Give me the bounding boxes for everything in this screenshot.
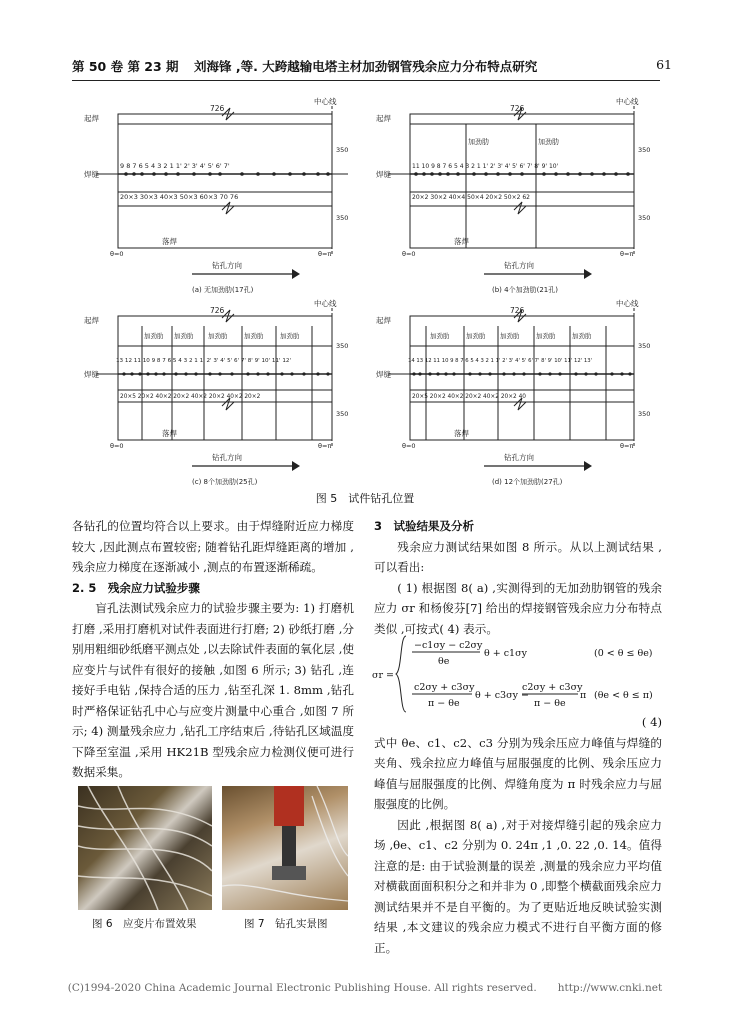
drilling-diagram-a bbox=[82, 96, 364, 296]
svg-text:加劲肋: 加劲肋 bbox=[500, 332, 520, 340]
running-header bbox=[72, 57, 672, 77]
right-column-top bbox=[374, 516, 662, 639]
drill-direction-label: 钻孔方向 bbox=[212, 261, 242, 270]
svg-text:加劲肋: 加劲肋 bbox=[572, 332, 592, 340]
figure7-caption: 图 7 钻孔实景图 bbox=[244, 918, 328, 930]
drilling-diagram-c bbox=[82, 298, 364, 488]
figure5-panel-b bbox=[374, 96, 666, 296]
paragraph: 残余应力测试结果如图 8 所示。从以上测试结果 ,可以看出: bbox=[374, 539, 662, 574]
svg-text:加劲肋: 加劲肋 bbox=[208, 332, 228, 340]
left-column bbox=[72, 516, 354, 783]
paragraph: ( 1) 根据图 8( a) ,实测得到的无加劲肋钢管的残余应力 σr 和杨俊芬[7] 给出的焊接钢管残余应力分布特点类似 ,可按式( 4) 表示。 bbox=[374, 580, 662, 636]
svg-text:θ=π: θ=π bbox=[620, 442, 634, 450]
svg-text:θ + c3σy −: θ + c3σy − bbox=[475, 690, 529, 701]
svg-text:θ=0: θ=0 bbox=[402, 250, 416, 258]
svg-text:π: π bbox=[580, 690, 587, 701]
bottom-dimensions: 20×3 30×3 40×3 50×3 60×3 70 76 bbox=[120, 193, 239, 201]
svg-text:加劲肋: 加劲肋 bbox=[536, 332, 556, 340]
svg-text:起焊: 起焊 bbox=[84, 316, 99, 325]
svg-text:钻孔方向: 钻孔方向 bbox=[212, 453, 242, 462]
svg-text:θ=0: θ=0 bbox=[402, 442, 416, 450]
svg-text:20×5 20×2 40×2 20×2 40×2: 20×5 20×2 40×2 20×2 40×2 20×2 40 bbox=[412, 394, 526, 400]
svg-text:起焊: 起焊 bbox=[376, 316, 391, 325]
side-bottom-dimension: 350 bbox=[336, 214, 349, 222]
drilling-diagram-b bbox=[374, 96, 666, 296]
svg-text:落焊: 落焊 bbox=[454, 237, 469, 246]
bottom-dimensions: 20×2 30×2 40×4 50×4 20×2 50×2 62 bbox=[412, 194, 530, 201]
rib-label: 加劲肋 bbox=[468, 138, 489, 146]
seam-label: 焊缝 bbox=[84, 170, 99, 179]
svg-text:中心线: 中心线 bbox=[616, 97, 639, 106]
svg-text:加劲肋: 加劲肋 bbox=[280, 332, 300, 340]
figure5-panel-c bbox=[82, 298, 364, 488]
page-number: 61 bbox=[656, 57, 672, 72]
paragraph: 盲孔法测试残余应力的试验步骤主要为: 1) 打磨机打磨 ,采用打磨机对试件表面进行打磨; 2) 砂纸打磨 ,分别用粗细砂纸磨平测点处 ,以去除试件表面的氧化层 ,使应变片与试件有很好的接触 ,如图 6 所示; 3) 钻孔 ,连接好手电钻 ,保持合适的压力 ,钻至孔深 1. 8mm ,钻孔时严格保证钻孔中心与应变片测量中心重合 ,如图 7 所示; 4) 测量残余应力 ,钻孔工序结束后 ,待钻孔区域温度下降至室温 ,采用 HK21B 型残余应力检测仪便可进行数据采集。 bbox=[72, 601, 354, 779]
svg-text:−c1σy − c2σy: −c1σy − c2σy bbox=[414, 640, 483, 651]
top-dimension: 726 bbox=[210, 104, 225, 113]
equation-brace bbox=[372, 632, 662, 716]
figure5-panel-a bbox=[82, 96, 364, 296]
theta-left: θ=0 bbox=[110, 250, 124, 258]
equation-number: ( 4) bbox=[641, 715, 662, 729]
right-column-bottom bbox=[374, 712, 662, 958]
svg-text:c2σy + c3σy: c2σy + c3σy bbox=[522, 682, 583, 693]
svg-text:π − θe: π − θe bbox=[534, 698, 566, 709]
svg-text:加劲肋: 加劲肋 bbox=[466, 332, 486, 340]
figure5-panel-d bbox=[374, 298, 666, 488]
svg-text:焊缝: 焊缝 bbox=[376, 170, 391, 179]
svg-text:(θe < θ ≤ π): (θe < θ ≤ π) bbox=[594, 690, 653, 701]
svg-text:钻孔方向: 钻孔方向 bbox=[504, 261, 534, 270]
svg-text:加劲肋: 加劲肋 bbox=[244, 332, 264, 340]
svg-text:焊缝: 焊缝 bbox=[84, 370, 99, 379]
svg-text:θ + c1σy: θ + c1σy bbox=[484, 648, 527, 659]
svg-text:中心线: 中心线 bbox=[314, 299, 337, 308]
hole-numbers: 11 10 9 8 7 6 5 4 3 2 1 1' 2' 3' 4' 5' 6' 7' 8' 9' 10' bbox=[412, 163, 559, 170]
svg-text:350: 350 bbox=[336, 342, 349, 350]
article-running-title: 刘海锋 ,等. 大跨越输电塔主材加劲钢管残余应力分布特点研究 bbox=[194, 59, 538, 74]
svg-text:θ=0: θ=0 bbox=[110, 442, 124, 450]
end-weld-label: 落焊 bbox=[162, 237, 177, 246]
svg-text:726: 726 bbox=[510, 306, 525, 315]
svg-text:落焊: 落焊 bbox=[162, 429, 177, 438]
svg-text:θe: θe bbox=[438, 656, 450, 667]
svg-text:13 12 11 10 9 8 7 6 5 4 3 2 1: 13 12 11 10 9 8 7 6 5 4 3 2 1 1' 2' 3' 4' 5' 6' 7' 8' 9' 10' 11' 12' bbox=[116, 358, 292, 364]
section-heading: 3 试验结果及分析 bbox=[374, 519, 475, 533]
svg-text:14 13 12 11 10 9 8 7 6 5 4 3 2: 14 13 12 11 10 9 8 7 6 5 4 3 2 1 1' 2' 3' 4' 5' 6' 7' 8' 9' 10' 11' 12' 13' bbox=[408, 358, 593, 364]
figure6-caption: 图 6 应变片布置效果 bbox=[92, 918, 197, 930]
section-heading: 2. 5 残余应力试验步骤 bbox=[72, 580, 200, 595]
copyright-footer: (C)1994-2020 China Academic Journal Electronic Publishing House. All rights reserved. http://www.cnki.net bbox=[67, 982, 663, 994]
svg-text:加劲肋: 加劲肋 bbox=[174, 332, 194, 340]
svg-text:(b) 4个加劲肋(21孔): (b) 4个加劲肋(21孔) bbox=[492, 286, 558, 294]
header-rule bbox=[72, 80, 660, 81]
start-weld-label: 起焊 bbox=[84, 114, 99, 123]
svg-text:θ=π: θ=π bbox=[318, 442, 332, 450]
paragraph: 式中 θe、c1、c2、c3 分别为残余压应力峰值与焊缝的夹角、残余拉应力峰值与屈服强度的比例、残余压应力峰值与屈服强度的比例、焊缝角度为 π 时残余应力与屈服强度的比例。 bbox=[374, 735, 662, 811]
figure5-caption: 图 5 试件钻孔位置 bbox=[315, 492, 415, 505]
svg-text:350: 350 bbox=[638, 410, 651, 418]
side-top-dimension: 350 bbox=[336, 146, 349, 154]
svg-text:350: 350 bbox=[638, 214, 651, 222]
svg-text:350: 350 bbox=[336, 410, 349, 418]
svg-text:(c) 8个加劲肋(25孔): (c) 8个加劲肋(25孔) bbox=[192, 478, 258, 486]
rib-label: 加劲肋 bbox=[538, 138, 559, 146]
svg-text:落焊: 落焊 bbox=[454, 429, 469, 438]
paragraph: 因此 ,根据图 8( a) ,对于对接焊缝引起的残余应力场 ,θe、c1、c2 分别为 0. 24π ,1 ,0. 22 ,0. 14。值得注意的是: 由于试验测量的误差 ,测量的残余应力平均值对横截面面积积分之和并非为 0 ,即整个横截面残余应力测试结果并不是自平衡的。为了更贴近地反映试验实测结果 ,本文建议的残余应力模式不进行自平衡方面的修正。 bbox=[374, 817, 662, 955]
svg-text:350: 350 bbox=[638, 146, 651, 154]
svg-text:(0 < θ ≤ θe): (0 < θ ≤ θe) bbox=[594, 648, 653, 659]
svg-text:π − θe: π − θe bbox=[428, 698, 460, 709]
journal-volume: 第 50 卷 第 23 期 bbox=[72, 59, 179, 74]
paragraph: 各钻孔的位置均符合以上要求。由于焊缝附近应力梯度较大 ,因此测点布置较密; 随着钻孔距焊缝距离的增加 ,残余应力梯度在逐渐减小 ,测点的布置逐渐稀疏。 bbox=[72, 519, 354, 574]
theta-right: θ=π bbox=[318, 250, 332, 258]
panel-label: (a) 无加劲肋(17孔) bbox=[192, 286, 254, 294]
svg-text:焊缝: 焊缝 bbox=[376, 370, 391, 379]
svg-text:726: 726 bbox=[210, 306, 225, 315]
svg-text:中心线: 中心线 bbox=[616, 299, 639, 308]
svg-text:726: 726 bbox=[510, 104, 525, 113]
center-line-label: 中心线 bbox=[314, 97, 337, 106]
hole-numbers: 9 8 7 6 5 4 3 2 1 1' 2' 3' 4' 5' 6' 7' bbox=[120, 162, 230, 170]
svg-text:起焊: 起焊 bbox=[376, 114, 391, 123]
svg-text:θ=π: θ=π bbox=[620, 250, 634, 258]
svg-text:加劲肋: 加劲肋 bbox=[430, 332, 450, 340]
svg-text:350: 350 bbox=[638, 342, 651, 350]
svg-text:(d) 12个加劲肋(27孔): (d) 12个加劲肋(27孔) bbox=[492, 478, 563, 486]
svg-text:σr =: σr = bbox=[372, 670, 395, 681]
drilling-diagram-d bbox=[374, 298, 666, 488]
svg-text:加劲肋: 加劲肋 bbox=[144, 332, 164, 340]
equation-4 bbox=[372, 632, 662, 716]
strain-gauge-photo bbox=[78, 786, 212, 910]
svg-text:c2σy + c3σy: c2σy + c3σy bbox=[414, 682, 475, 693]
svg-text:20×5 20×2 40×2 20×2 40×2: 20×5 20×2 40×2 20×2 40×2 20×2 40×2 20×2 bbox=[120, 394, 261, 400]
drilling-photo bbox=[222, 786, 348, 910]
svg-text:钻孔方向: 钻孔方向 bbox=[504, 453, 534, 462]
